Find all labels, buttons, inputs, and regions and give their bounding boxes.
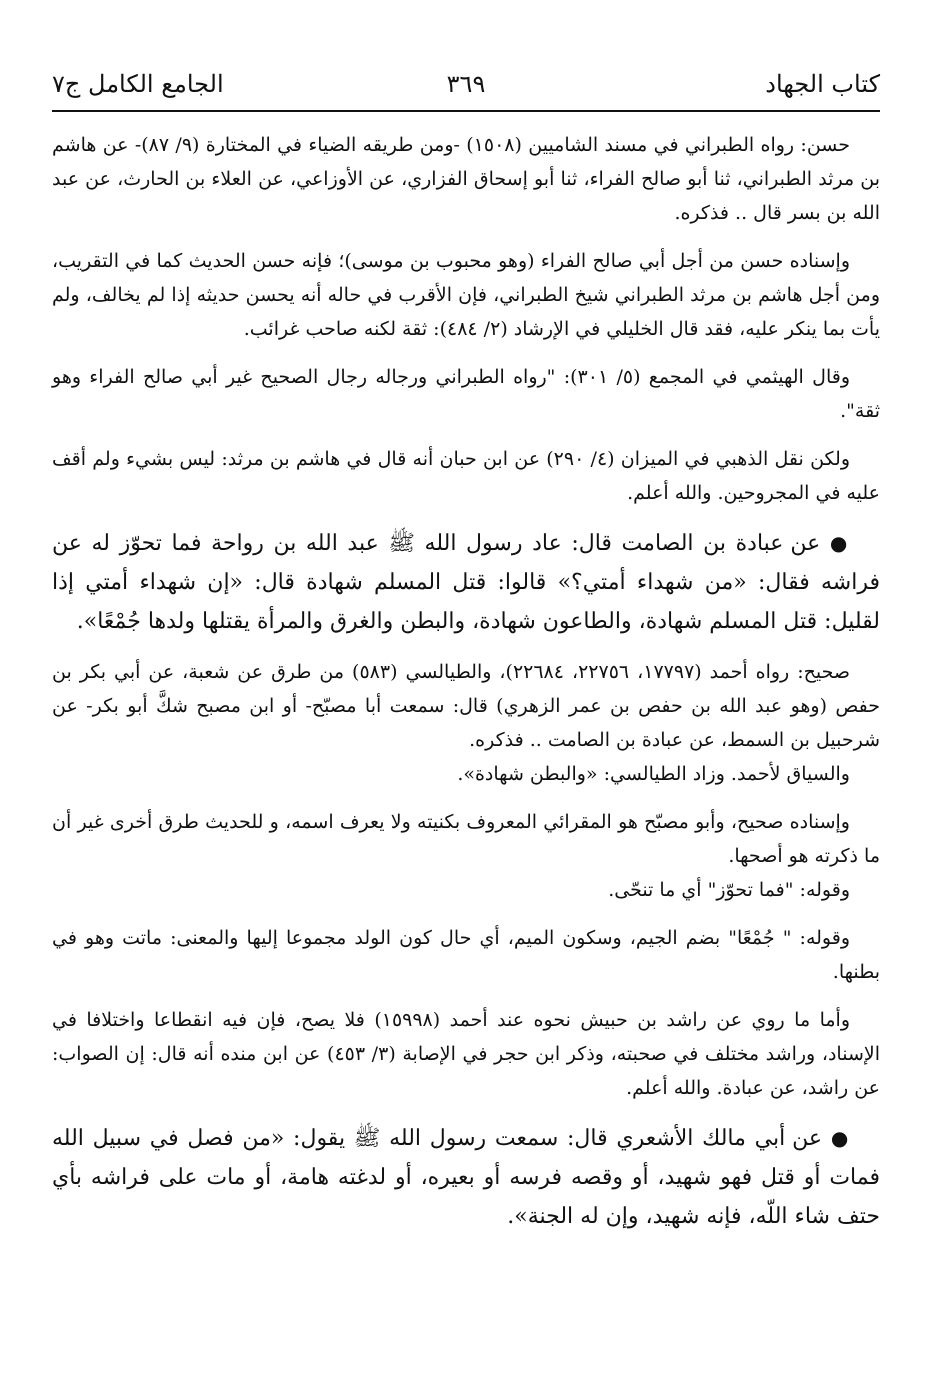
hadith-text: عن عبادة بن الصامت قال: عاد رسول الله ﷺ عبد الله بن رواحة فما تحوّز له عن فراشه فقال: «من شهداء أمتي؟» قالوا: قتل المسلم شهادة قال: «إن شهداء أمتي إذا لقليل: قتل المسلم شهادة، والطاعون شهادة، والبطن والغرق والمرأة يقتلها ولدها جُمْعًا».: [52, 531, 880, 634]
page-body: [52, 128, 880, 1236]
paragraph-text: وقوله: "فما تحوّز" أي ما تنحّى.: [608, 879, 850, 901]
commentary-paragraph: [52, 757, 880, 791]
page-number: ٣٦٩: [446, 70, 486, 98]
commentary-paragraph: [52, 360, 880, 428]
bullet-icon: ●: [830, 1126, 851, 1150]
paragraph-text: حسن: رواه الطبراني في مسند الشاميين (١٥٠٨) -ومن طريقه الضياء في المختارة (٩/ ٨٧)- عن هاشم بن مرثد الطبراني، ثنا أبو صالح الفراء، ثنا أبو إسحاق الفزاري، عن الأوزاعي، عن العلاء بن الحارث، عن عبد الله بن بسر قال .. فذكره.: [52, 134, 880, 224]
chapter-title: كتاب الجهاد: [765, 70, 880, 98]
paragraph-text: وإسناده صحيح، وأبو مصبّح هو المقرائي المعروف بكنيته ولا يعرف اسمه، و للحديث طرق أخرى غير أن ما ذكرته هو أصحها.: [52, 811, 880, 867]
page-header: [52, 62, 880, 112]
commentary-paragraph: [52, 128, 880, 230]
commentary-paragraph: [52, 921, 880, 989]
commentary-paragraph: [52, 655, 880, 757]
book-title: الجامع الكامل ج٧: [52, 70, 224, 98]
paragraph-text: وأما ما روي عن راشد بن حبيش نحوه عند أحمد (١٥٩٩٨) فلا يصح، فإن فيه انقطاعا واختلافا في الإسناد، وراشد مختلف في صحبته، وذكر ابن حجر في الإصابة (٣/ ٤٥٣) عن ابن منده أنه قال: إن الصواب: عن راشد، عن عبادة. والله أعلم.: [52, 1009, 880, 1099]
commentary-paragraph: [52, 442, 880, 510]
paragraph-text: وقوله: " جُمْعًا" بضم الجيم، وسكون الميم، أي حال كون الولد مجموعا إليها والمعنى: ماتت وهو في بطنها.: [52, 927, 880, 983]
paragraph-text: وإسناده حسن من أجل أبي صالح الفراء (وهو محبوب بن موسى)؛ فإنه حسن الحديث كما في التقريب، ومن أجل هاشم بن مرثد الطبراني شيخ الطبراني، فإن الأقرب في حاله أنه يحسن حديثه إذا لم يخالف، ولم يأت بما ينكر عليه، فقد قال الخليلي في الإرشاد (٢/ ٤٨٤): ثقة لكنه صاحب غرائب.: [52, 250, 880, 340]
commentary-paragraph: [52, 1003, 880, 1105]
hadith-paragraph: [52, 524, 880, 641]
paragraph-text: صحيح: رواه أحمد (١٧٧٩٧، ٢٢٧٥٦، ٢٢٦٨٤)، والطيالسي (٥٨٣) من طرق عن شعبة، عن أبي بكر بن حفص (وهو عبد الله بن حفص بن عمر الزهري) قال: سمعت أبا مصبّح- أو ابن مصبح شكَّ أبو بكر- عن شرحبيل بن السمط، عن عبادة بن الصامت .. فذكره.: [52, 661, 880, 751]
header-rule: [52, 110, 880, 112]
commentary-paragraph: [52, 805, 880, 873]
hadith-paragraph: [52, 1119, 880, 1236]
paragraph-text: وقال الهيثمي في المجمع (٥/ ٣٠١): "رواه الطبراني ورجاله رجال الصحيح غير أبي صالح الفراء وهو ثقة".: [52, 366, 880, 422]
commentary-paragraph: [52, 873, 880, 907]
paragraph-text: ولكن نقل الذهبي في الميزان (٤/ ٢٩٠) عن ابن حبان أنه قال في هاشم بن مرثد: ليس بشيء ولم أقف عليه في المجروحين. والله أعلم.: [52, 448, 880, 504]
hadith-text: عن أبي مالك الأشعري قال: سمعت رسول الله ﷺ يقول: «من فصل في سبيل الله فمات أو قتل فهو شهيد، أو وقصه فرسه أو بعيره، أو لدغته هامة، أو مات على فراشه بأي حتف شاء اللّه، فإنه شهيد، وإن له الجنة».: [52, 1126, 880, 1229]
bullet-icon: ●: [829, 531, 850, 555]
paragraph-text: والسياق لأحمد. وزاد الطيالسي: «والبطن شهادة».: [457, 763, 850, 785]
commentary-paragraph: [52, 244, 880, 346]
